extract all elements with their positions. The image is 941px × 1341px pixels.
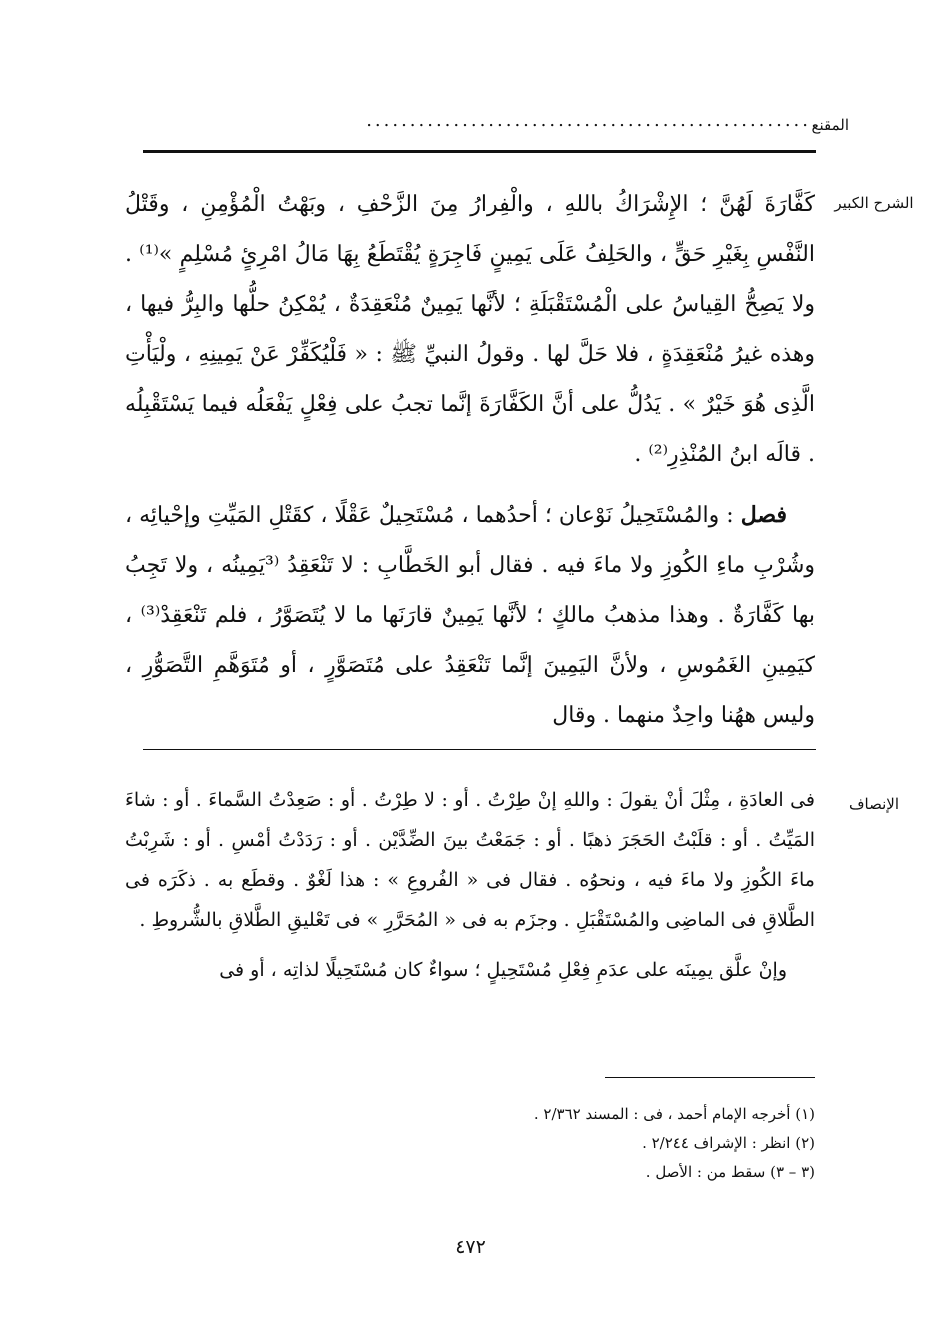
page-number: ٤٧٢ bbox=[455, 1236, 486, 1258]
footnote-rule bbox=[605, 1077, 815, 1078]
insaf-text bbox=[125, 780, 815, 990]
insaf-paragraph-1: فى العادَةِ ، مِثْلَ أنْ يقولَ : واللهِ إنْ طِرْتُ . أو : لا طِرْتُ . أو : صَعِدْتُ السَّماءَ . أو : شاءَ المَيِّتُ . أو : قلَبْتُ الحَجَرَ ذهبًا . أو : جَمَعْتُ بينَ الضِّدَّيْن . أو : رَدَدْتُ أمْسِ . أو : شَرِبْتُ ماءَ الكُوزِ ولا ماءَ فيه ، ونحوُه . فقال فى « الفُروعِ » : هذا لَغْوٌ . وقطَع به . ذكَرَه فى الطَّلاقِ فى الماضِى والمُسْتَقْبَلِ . وجزَم به فى « المُحَرَّرِ » فى تَعْليقِ الطَّلاقِ بالشُّروطِ . bbox=[125, 789, 815, 931]
sharh-paragraph-2 bbox=[125, 490, 815, 741]
section-label-insaf: الإنصاف bbox=[848, 795, 900, 813]
footnote-2: (٢) انظر : الإشراف ٢/٢٤٤ . bbox=[642, 1134, 815, 1152]
sharh-paragraph-1: كَفَّارَةَ لَهُنَّ ؛ الإِشْرَاكُ باللهِ ، والْفِرارُ مِنَ الزَّحْفِ ، وبَهْتُ الْمُؤْمِنِ ، وقَتْلُ النَّفْسِ بِغَيْرِ حَقٍّ ، والحَلِفُ عَلَى يَمِينٍ فَاجِرَةٍ يُقْتَطَعُ بِهَا مَالُ امْرِئٍ مُسْلِمٍ »⁽¹⁾ . ولا يَصِحُّ القِياسُ على الْمُسْتَقْبَلَةِ ؛ لأنَّها يَمِينٌ مُنْعَقِدَةٌ ، يُمْكِنُ حلُّها والبِرُّ فيها ، وهذه غيرُ مُنْعَقِدَةٍ ، فلا حَلَّ لها . وقولُ النبيِّ ﷺ : « فَلْيُكَفِّرْ عَنْ يَمِينِهِ ، ولْيَأْتِ الَّذِى هُوَ خَيْرٌ » . يَدُلُّ على أنَّ الكَفَّارَةَ إنَّما تجبُ على فِعْلٍ يَفْعَلُه فيما يَسْتَقْبِلُه . قالَه ابنُ المُنْذِرِ⁽²⁾ . bbox=[125, 192, 815, 467]
footnotes bbox=[125, 1100, 815, 1187]
footnote-3: (٣ – ٣) سقط من : الأصل . bbox=[645, 1163, 815, 1181]
insaf-paragraph-2: وإنْ علَّق يمِينَه على عدَمِ فِعْلِ مُسْتَحِيلٍ ؛ سواءٌ كان مُسْتَحِيلًا لذاتِه ، أو فى bbox=[219, 959, 787, 981]
section-divider bbox=[143, 749, 816, 750]
section-label-sharh: الشرح الكبير bbox=[834, 194, 914, 212]
fasl-heading: فصل bbox=[740, 502, 787, 528]
header-rule bbox=[143, 150, 816, 153]
header-dotted-leader: ................................................... bbox=[366, 110, 811, 131]
sharh-text bbox=[125, 180, 815, 741]
footnote-1: (١) أخرجه الإمام أحمد ، فى : المسند ٢/٣٦٢ . bbox=[533, 1105, 815, 1123]
book-title: المقنع bbox=[811, 116, 849, 134]
fasl-text: : والمُسْتَحِيلُ نَوْعان ؛ أحدُهما ، مُسْتَحِيلٌ عَقْلًا ، كقَتْلِ المَيِّتِ وإحْيائِه ، وشُرْبِ ماءِ الكُوزِ ولا ماءَ فيه . فقال أبو الخَطَّابِ : لا تَنْعَقِدُ ⁽³يَمِينُه ، ولا تَجِبُ بها كَفَّارَةٌ . وهذا مذهبُ مالكٍ ؛ لأنَّها يَمِينٌ قارَنَها ما لا يُتَصَوَّرُ ، فلم تَنْعَقِدْ⁽³⁾ ، كيَمِينِ الغَمُوسِ ، ولأنَّ اليَمِينَ إنَّما تَنْعَقِدُ على مُتَصَوَّرٍ ، أو مُتَوَهَّمِ التَّصَوُّرِ ، وليس ههُنا واحِدٌ منهما . وقال bbox=[125, 503, 815, 728]
